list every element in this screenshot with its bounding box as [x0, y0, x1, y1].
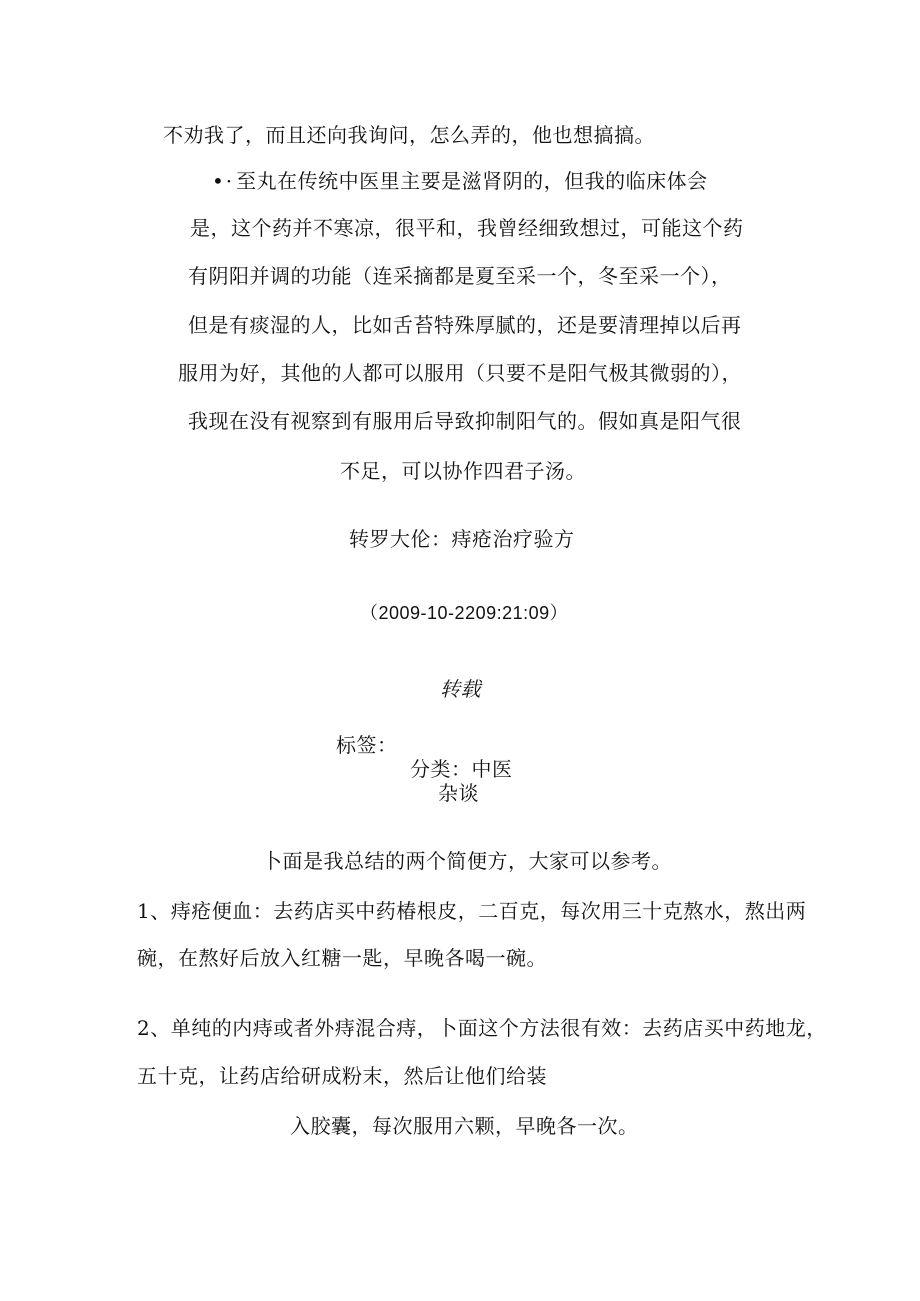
- tags-label: 标签：: [336, 733, 398, 757]
- intro-line-6: 服用为好，其他的人都可以服用（只要不是阳气极其微弱的），: [178, 361, 742, 385]
- item-1-line-2: 碗，在熬好后放入红糖一匙，早晚各喝一碗。: [137, 946, 547, 970]
- intro-line-2-container: [212, 168, 708, 194]
- category-line-1: 分类：中医: [410, 757, 513, 781]
- bullet-marker: •·: [212, 169, 235, 193]
- intro-line-1: 不劝我了，而且还向我询问，怎么弄的，他也想搞搞。: [163, 123, 655, 147]
- article-title: 转罗大伦：痔疮治疗验方: [349, 527, 575, 551]
- item-2-line-1: 2、单纯的内痔或者外痔混合痔，卜面这个方法很有效：去药店买中药地龙，: [137, 1016, 827, 1040]
- item-2-line-3: 入胶囊，每次服用六颗，早晚各一次。: [290, 1114, 639, 1138]
- category-line-2: 杂谈: [438, 781, 479, 805]
- intro-line-3: 是，这个药并不寒凉，很平和，我曾经细致想过，可能这个药: [190, 216, 744, 240]
- intro-line-5: 但是有痰湿的人，比如舌苔特殊厚腻的，还是要清理掉以后再: [188, 313, 742, 337]
- summary-line: 卜面是我总结的两个简便方，大家可以参考。: [262, 849, 672, 873]
- intro-line-8: 不足，可以协作四君子汤。: [340, 459, 586, 483]
- intro-line-4: 有阴阳并调的功能（连采摘都是夏至采一个，冬至采一个），: [188, 264, 732, 288]
- item-1-line-1: 1、痔疮便血：去药店买中药椿根皮，二百克，每次用三十克熬水，熬出两: [137, 899, 807, 923]
- article-datetime: （2009-10-2209:21:09）: [360, 603, 569, 623]
- intro-line-2: 至丸在传统中医里主要是滋肾阴的，但我的临床体会: [236, 169, 708, 193]
- repost-label: 转载: [440, 677, 481, 701]
- item-2-line-2: 五十克，让药店给研成粉末，然后让他们给装: [137, 1064, 547, 1088]
- intro-line-7: 我现在没有视察到有服用后导致抑制阳气的。假如真是阳气很: [188, 409, 742, 433]
